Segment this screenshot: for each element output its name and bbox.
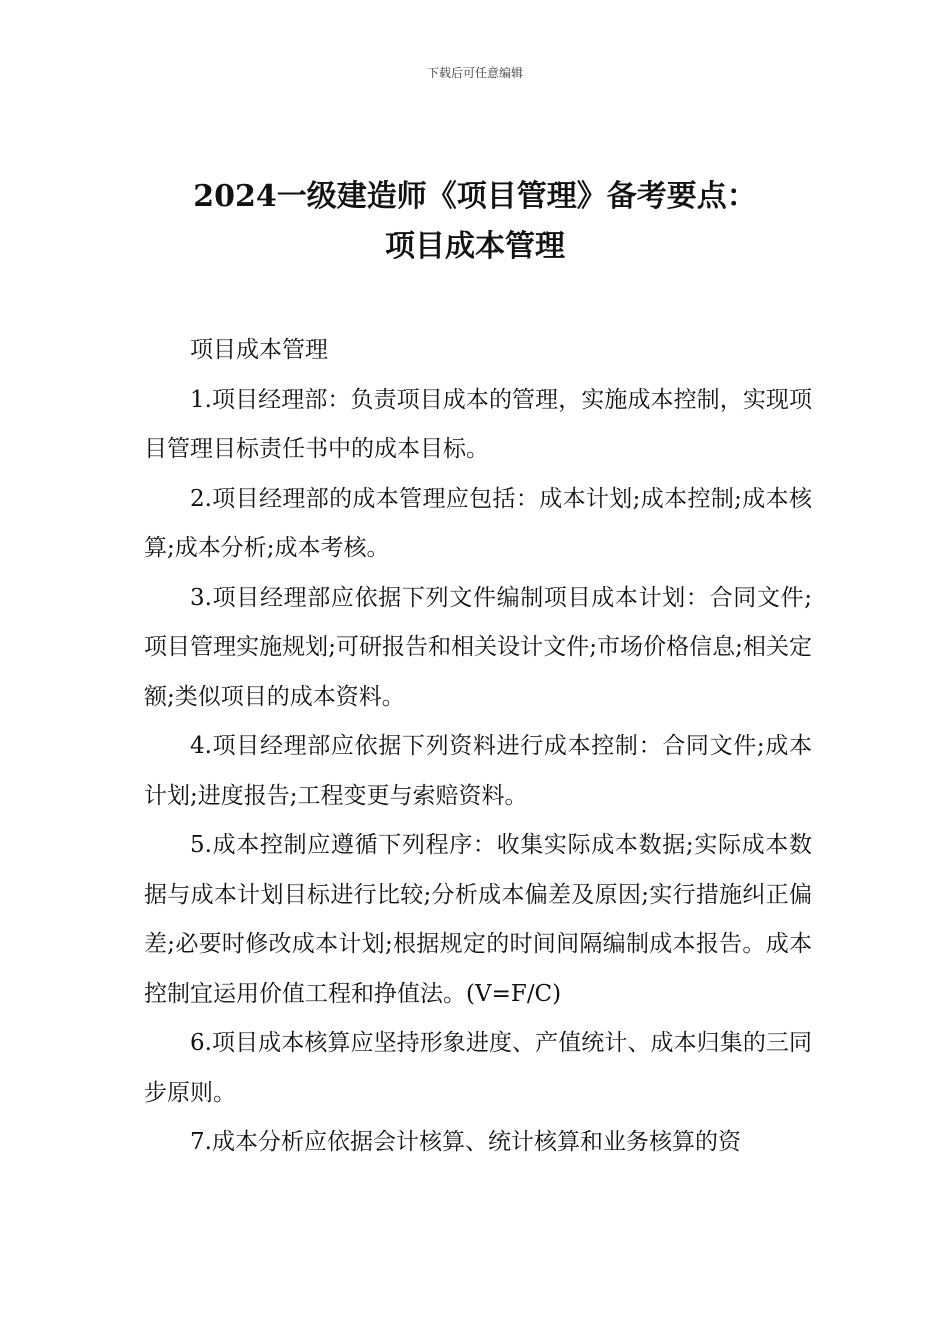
document-title <box>120 172 830 272</box>
paragraph-5: 5.成本控制应遵循下列程序：收集实际成本数据;实际成本数据与成本计划目标进行比较;分析成本偏差及原因;实行措施纠正偏差;必要时修改成本计划;根据规定的时间间隔编制成本报告。成本控制宜运用价值工程和挣值法。(V=F/C) <box>144 832 812 1007</box>
paragraph-7: 7.成本分析应依据会计核算、统计核算和业务核算的资 <box>190 1129 741 1155</box>
paragraph-2: 2.项目经理部的成本管理应包括：成本计划;成本控制;成本核算;成本分析;成本考核。 <box>144 485 812 561</box>
page-header: 下载后可任意编辑 <box>426 66 523 80</box>
paragraph-1: 1.项目经理部：负责项目成本的管理，实施成本控制，实现项目管理目标责任书中的成本目标。 <box>144 386 812 462</box>
title-line-2: 项目成本管理 <box>385 229 565 264</box>
paragraph-6: 6.项目成本核算应坚持形象进度、产值统计、成本归集的三同步原则。 <box>144 1030 812 1106</box>
paragraph-3: 3.项目经理部应依据下列文件编制项目成本计划：合同文件;项目管理实施规划;可研报告和相关设计文件;市场价格信息;相关定额;类似项目的成本资料。 <box>144 584 812 710</box>
title-line-1: 2024一级建造师《项目管理》备考要点： <box>193 179 757 214</box>
section-heading: 项目成本管理 <box>190 337 328 363</box>
document-body <box>144 326 812 1168</box>
paragraph-4: 4.项目经理部应依据下列资料进行成本控制：合同文件;成本计划;进度报告;工程变更与索赔资料。 <box>144 733 812 809</box>
